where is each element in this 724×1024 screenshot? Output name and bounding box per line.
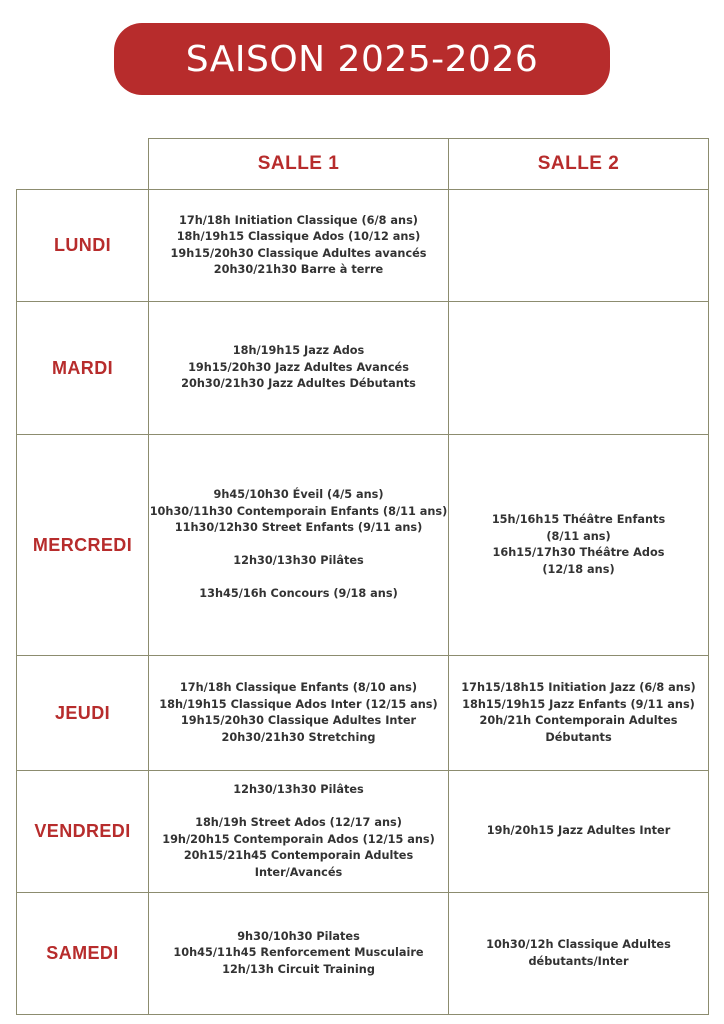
day-row-vendredi bbox=[17, 771, 709, 893]
class-line: Débutants bbox=[545, 730, 612, 744]
class-line: 18h/19h15 Classique Ados Inter (12/15 ans) bbox=[159, 697, 438, 711]
class-line: 19h15/20h30 Classique Adultes avancés bbox=[170, 246, 427, 260]
class-line: 12h30/13h30 Pilâtes bbox=[233, 783, 364, 796]
title-banner bbox=[114, 23, 610, 95]
cell-salle-1 bbox=[149, 656, 449, 771]
class-line: 20h15/21h45 Contemporain Adultes bbox=[183, 849, 414, 862]
cell-salle-1 bbox=[149, 302, 449, 435]
class-line: 13h45/16h Concours (9/18 ans) bbox=[199, 587, 398, 601]
class-line: 10h30/11h30 Contemporain Enfants (8/11 ans) bbox=[149, 504, 448, 518]
day-row-jeudi bbox=[17, 656, 709, 771]
class-line: 20h30/21h30 Jazz Adultes Débutants bbox=[181, 377, 416, 391]
spacer bbox=[149, 570, 448, 587]
cell-salle-2 bbox=[449, 656, 709, 771]
day-label: VENDREDI bbox=[17, 771, 149, 893]
class-line: Inter/Avancés bbox=[254, 865, 343, 879]
class-line: 15h/16h15 Théâtre Enfants bbox=[491, 513, 666, 526]
day-row-samedi bbox=[17, 893, 709, 1015]
header-row bbox=[17, 139, 709, 190]
day-label: MERCREDI bbox=[17, 435, 149, 656]
cell-salle-2 bbox=[449, 435, 709, 656]
class-line: 17h/18h Initiation Classique (6/8 ans) bbox=[179, 213, 418, 227]
column-header-salle-1: SALLE 1 bbox=[149, 139, 449, 190]
class-line: (8/11 ans) bbox=[546, 529, 611, 543]
day-row-mercredi bbox=[17, 435, 709, 656]
class-line: 11h30/12h30 Street Enfants (9/11 ans) bbox=[174, 521, 423, 535]
corner-cell bbox=[17, 139, 149, 190]
class-line: 18h/19h15 Jazz Ados bbox=[232, 344, 365, 358]
cell-salle-1 bbox=[149, 771, 449, 893]
day-label: SAMEDI bbox=[17, 893, 149, 1015]
class-line: débutants/Inter bbox=[528, 954, 629, 968]
class-line: 20h/21h Contemporain Adultes bbox=[479, 714, 678, 727]
class-line: 17h/18h Classique Enfants (8/10 ans) bbox=[179, 681, 418, 694]
column-header-salle-2: SALLE 2 bbox=[449, 139, 709, 190]
class-line: 18h15/19h15 Jazz Enfants (9/11 ans) bbox=[462, 697, 695, 711]
class-line: 19h15/20h30 Classique Adultes Inter bbox=[180, 714, 417, 727]
class-line: 20h30/21h30 Barre à terre bbox=[213, 263, 384, 276]
cell-salle-2 bbox=[449, 771, 709, 893]
class-line: 10h45/11h45 Renforcement Musculaire bbox=[173, 946, 424, 960]
class-line: 9h45/10h30 Éveil (4/5 ans) bbox=[213, 488, 384, 502]
class-line: 16h15/17h30 Théâtre Ados bbox=[492, 546, 665, 559]
class-line: 19h/20h15 Jazz Adultes Inter bbox=[486, 824, 671, 838]
class-line: 18h/19h Street Ados (12/17 ans) bbox=[195, 816, 402, 829]
day-row-mardi bbox=[17, 302, 709, 435]
cell-salle-1 bbox=[149, 435, 449, 656]
class-line: 12h/13h Circuit Training bbox=[222, 962, 375, 976]
class-line: 20h30/21h30 Stretching bbox=[221, 730, 376, 744]
class-line: 10h30/12h Classique Adultes bbox=[486, 938, 671, 951]
schedule-table bbox=[16, 138, 709, 1015]
day-label: MARDI bbox=[17, 302, 149, 435]
cell-salle-1 bbox=[149, 893, 449, 1015]
day-row-lundi bbox=[17, 190, 709, 302]
spacer bbox=[149, 537, 448, 554]
day-label: LUNDI bbox=[17, 190, 149, 302]
cell-salle-1 bbox=[149, 190, 449, 302]
day-label: JEUDI bbox=[17, 656, 149, 771]
class-line: 12h30/13h30 Pilâtes bbox=[233, 554, 364, 568]
spacer bbox=[149, 799, 448, 816]
class-line: 17h15/18h15 Initiation Jazz (6/8 ans) bbox=[461, 681, 696, 694]
class-line: 9h30/10h30 Pilates bbox=[237, 929, 360, 943]
cell-salle-2 bbox=[449, 893, 709, 1015]
page-title: SAISON 2025-2026 bbox=[185, 38, 539, 80]
class-line: 18h/19h15 Classique Ados (10/12 ans) bbox=[176, 230, 421, 243]
class-line: 19h15/20h30 Jazz Adultes Avancés bbox=[188, 360, 409, 374]
schedule-body bbox=[17, 190, 709, 1015]
class-line: 19h/20h15 Contemporain Ados (12/15 ans) bbox=[162, 832, 435, 846]
cell-salle-2 bbox=[449, 302, 709, 435]
class-line: (12/18 ans) bbox=[542, 562, 615, 576]
cell-salle-2 bbox=[449, 190, 709, 302]
